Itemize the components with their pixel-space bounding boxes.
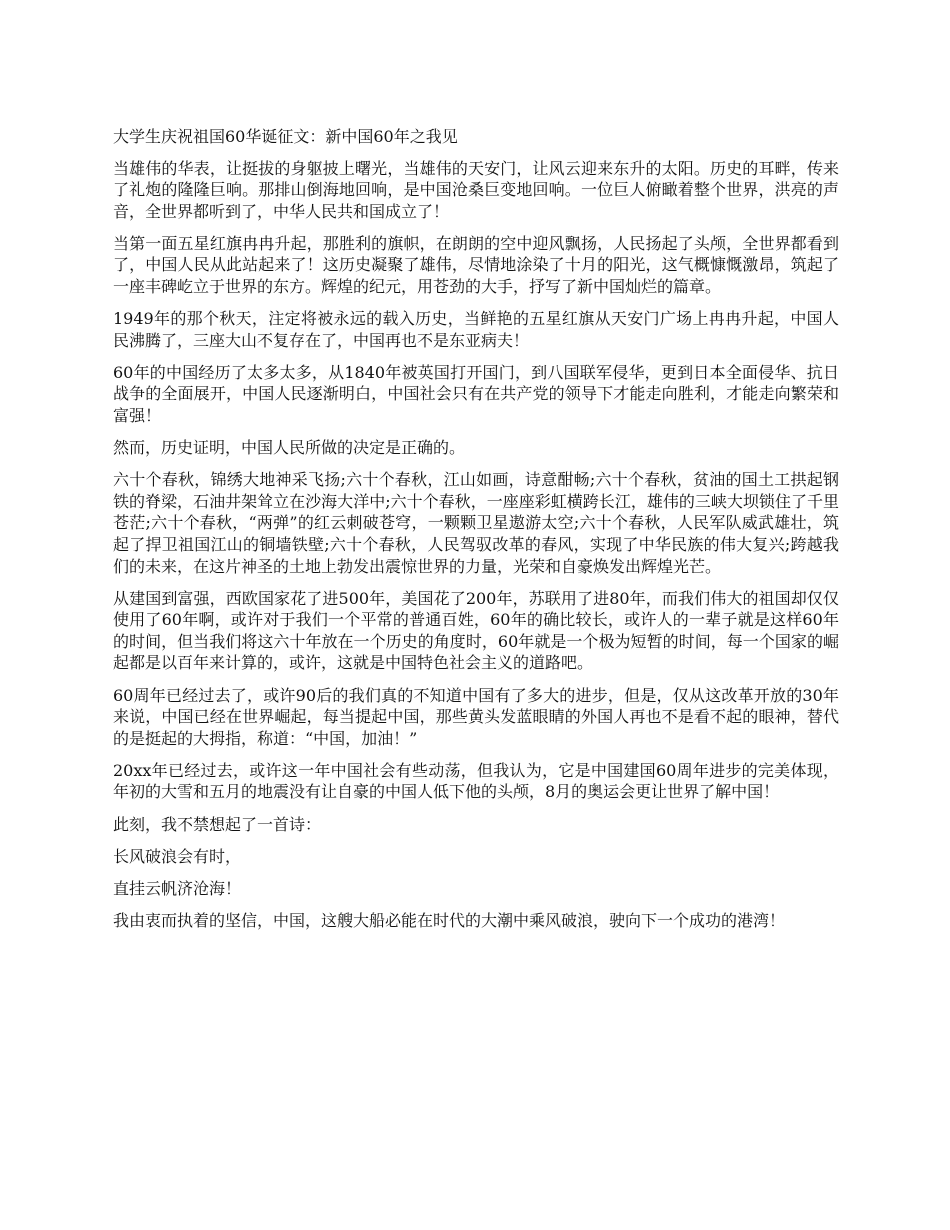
paragraph: 然而，历史证明，中国人民所做的决定是正确的。 xyxy=(113,438,466,458)
paragraph: 从建国到富强，西欧国家花了进500年，美国花了200年，苏联用了进80年，而我们伟大的祖国却仅仅使用了60年啊，或许对于我们一个平常的普通百姓，60年的确比较长，或许人的一辈子就是这样60年的时间，但当我们将这六十年放在一个历史的角度时，60年就是一个极为短暂的时间，每一个国家的崛起都是以百年来计算的，或许，这就是中国特色社会主义的道路吧。 xyxy=(113,588,839,673)
document-body xyxy=(113,126,839,942)
paragraph: 当雄伟的华表，让挺拔的身躯披上曙光，当雄伟的天安门，让风云迎来东升的太阳。历史的耳畔，传来了礼炮的隆隆巨响。那排山倒海地回响，是中国沧桑巨变地回响。一位巨人俯瞰着整个世界，洪亮的声音，全世界都听到了，中华人民共和国成立了！ xyxy=(113,158,839,221)
paragraph: 六十个春秋，锦绣大地神采飞扬;六十个春秋，江山如画，诗意酣畅;六十个春秋，贫油的国土工拱起钢铁的脊梁，石油井架耸立在沙海大洋中;六十个春秋，一座座彩虹横跨长江，雄伟的三峡大坝锁住了千里苍茫;六十个春秋，“两弹”的红云刺破苍穹，一颗颗卫星遨游太空;六十个春秋，人民军队威武雄壮，筑起了捍卫祖国江山的铜墙铁壁;六十个春秋，人民驾驭改革的春风，实现了中华民族的伟大复兴;跨越我们的未来，在这片神圣的土地上勃发出震惊世界的力量，光荣和自豪焕发出辉煌光芒。 xyxy=(113,470,839,576)
poem-line: 长风破浪会有时， xyxy=(113,846,242,866)
document-title: 大学生庆祝祖国60华诞征文：新中国60年之我见 xyxy=(113,127,458,146)
paragraph: 20xx年已经过去，或许这一年中国社会有些动荡，但我认为，它是中国建国60周年进步的完美体现，年初的大雪和五月的地震没有让自豪的中国人低下他的头颅，8月的奥运会更让世界了解中国！ xyxy=(113,760,839,802)
paragraph: 我由衷而执着的坚信，中国，这艘大船必能在时代的大潮中乘风破浪，驶向下一个成功的港湾！ xyxy=(113,910,786,930)
poem-line: 直挂云帆济沧海！ xyxy=(113,878,242,898)
paragraph: 当第一面五星红旗冉冉升起，那胜利的旗帜，在朗朗的空中迎风飘扬，人民扬起了头颅，全世界都看到了，中国人民从此站起来了！这历史凝聚了雄伟，尽情地涂染了十月的阳光，这气概慷慨激昂，筑起了一座丰碑屹立于世界的东方。辉煌的纪元，用苍劲的大手，抒写了新中国灿烂的篇章。 xyxy=(113,233,839,297)
paragraph: 60周年已经过去了，或许90后的我们真的不知道中国有了多大的进步，但是，仅从这改革开放的30年来说，中国已经在世界崛起，每当提起中国，那些黄头发蓝眼睛的外国人再也不是看不起的眼神，替代的是挺起的大拇指，称道：“中国，加油！” xyxy=(113,685,839,748)
paragraph: 60年的中国经历了太多太多，从1840年被英国打开国门，到八国联军侵华，更到日本全面侵华、抗日战争的全面展开，中国人民逐渐明白，中国社会只有在共产党的领导下才能走向胜利，才能走向繁荣和富强！ xyxy=(113,362,839,426)
paragraph: 1949年的那个秋天，注定将被永远的载入历史，当鲜艳的五星红旗从天安门广场上冉冉升起，中国人民沸腾了，三座大山不复存在了，中国再也不是东亚病夫！ xyxy=(113,309,839,350)
paragraph: 此刻，我不禁想起了一首诗： xyxy=(113,814,322,834)
